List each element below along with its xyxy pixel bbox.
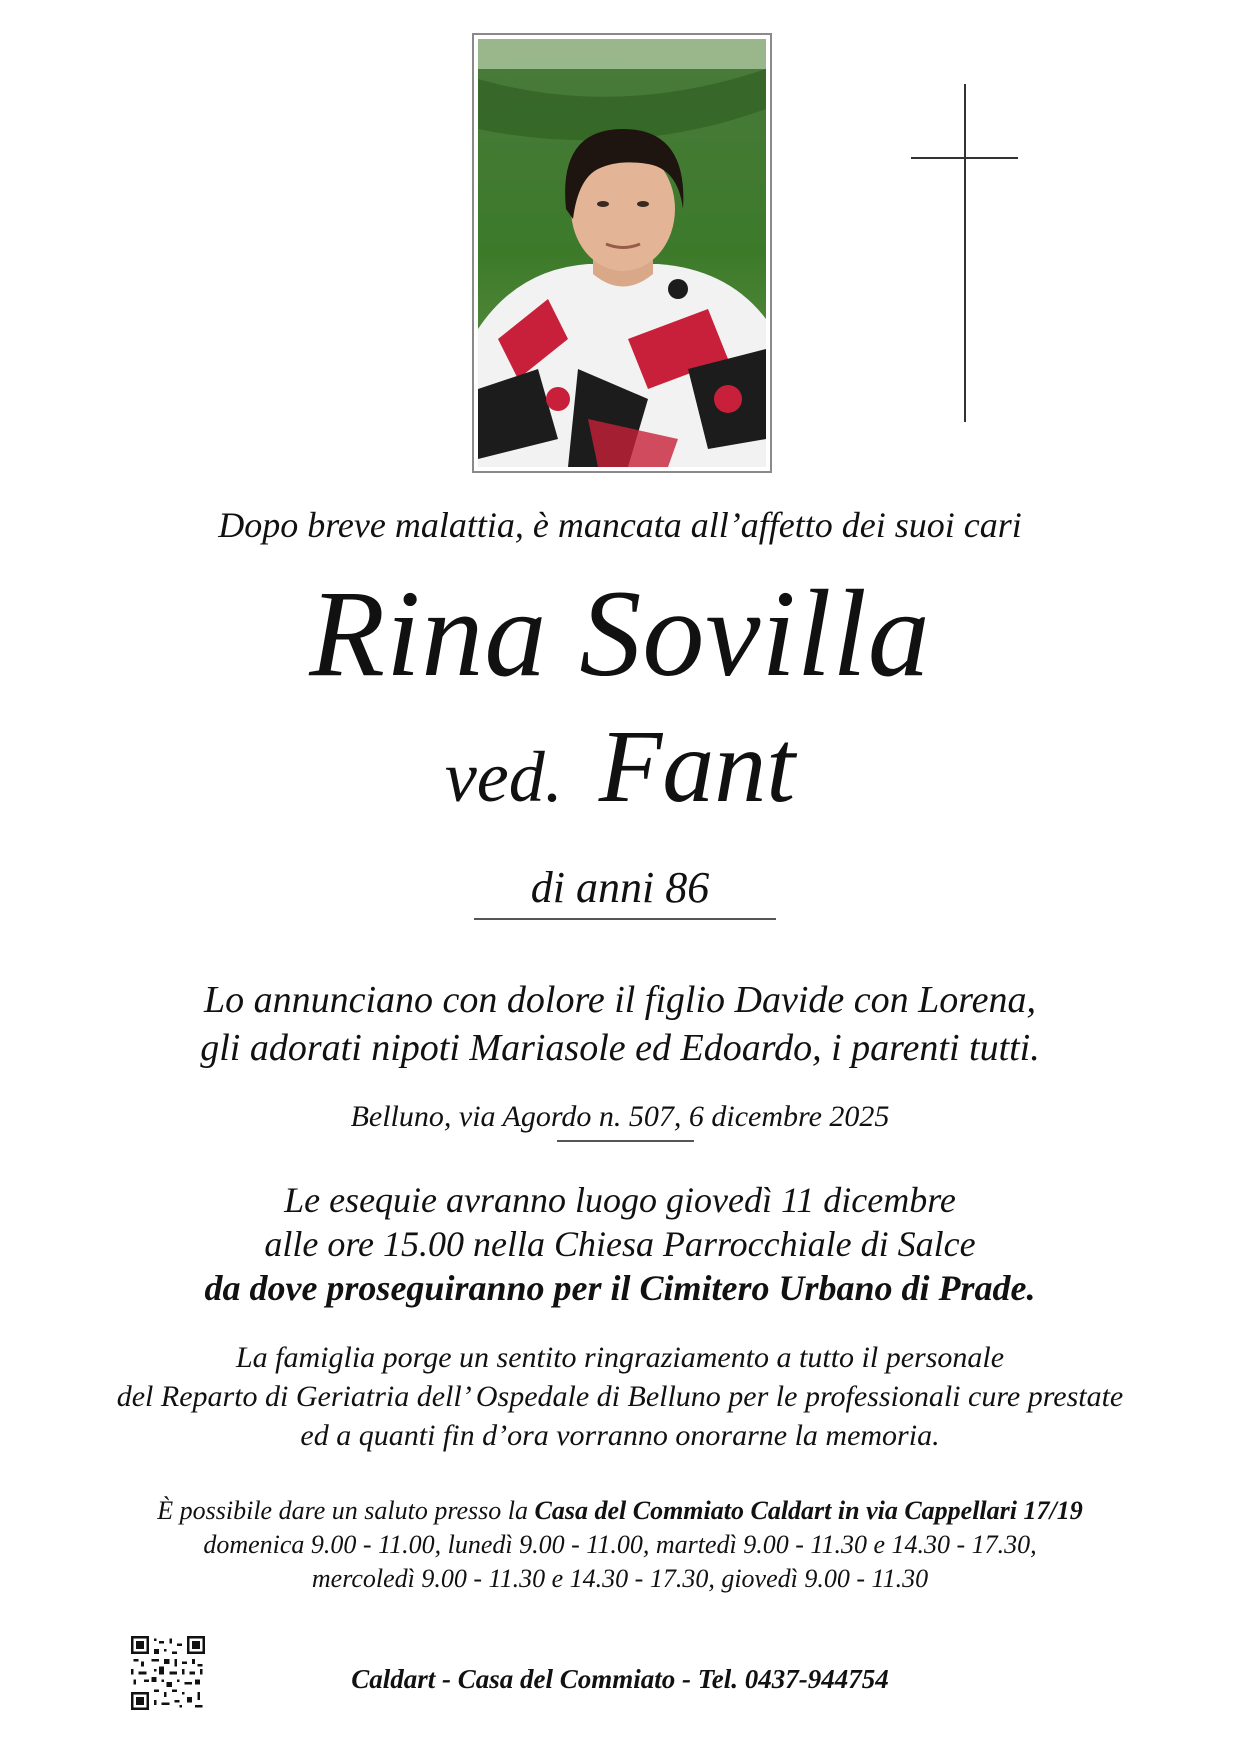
- funeral-line-bold: da dove proseguiranno per il Cimitero Urbano di Prade.: [204, 1268, 1036, 1308]
- funeral-line: alle ore 15.00 nella Chiesa Parrocchiale di Salce: [264, 1224, 976, 1264]
- married-name-line: [0, 709, 1240, 824]
- visit-hours: mercoledì 9.00 - 11.30 e 14.30 - 17.30, giovedì 9.00 - 11.30: [311, 1564, 929, 1593]
- funeral-details: [0, 1178, 1240, 1310]
- portrait-photo: [478, 39, 766, 467]
- cross-icon: [964, 84, 966, 422]
- visit-line: [0, 1494, 1240, 1528]
- portrait-photo-frame: [472, 33, 772, 473]
- thanks-line: ed a quanti fin d’ora vorranno onorarne la memoria.: [300, 1419, 940, 1452]
- announcement: [0, 976, 1240, 1072]
- cross-icon-bar: [911, 157, 1018, 159]
- place-divider: [557, 1140, 694, 1142]
- announcement-line: gli adorati nipoti Mariasole ed Edoardo, i parenti tutti.: [200, 1027, 1040, 1069]
- thanks-line: La famiglia porge un sentito ringraziamento a tutto il personale: [235, 1341, 1005, 1374]
- thanks-line: del Reparto di Geriatria dell’ Ospedale di Belluno per le professionali cure prestate: [116, 1380, 1124, 1413]
- intro-text: Dopo breve malattia, è mancata all’affetto dei suoi cari: [218, 505, 1022, 545]
- visit-place: Casa del Commiato Caldart in via Cappellari 17/19: [534, 1496, 1083, 1525]
- announcement-line: Lo annunciano con dolore il figlio Davide con Lorena,: [203, 979, 1037, 1021]
- thanks-text: [0, 1338, 1240, 1455]
- age-divider: [474, 918, 776, 920]
- visit-intro: È possibile dare un saluto presso la: [157, 1496, 535, 1525]
- age-text: di anni 86: [530, 863, 710, 912]
- ved-label: ved.: [444, 737, 563, 817]
- deceased-name: Rina Sovilla: [309, 565, 931, 702]
- visit-hours: domenica 9.00 - 11.00, lunedì 9.00 - 11.00, martedì 9.00 - 11.30 e 14.30 - 17.30,: [203, 1530, 1037, 1559]
- married-name: Fant: [598, 709, 796, 824]
- visit-info: [0, 1494, 1240, 1596]
- footer-contact: Caldart - Casa del Commiato - Tel. 0437-944754: [351, 1664, 889, 1694]
- place-date: Belluno, via Agordo n. 507, 6 dicembre 2025: [350, 1100, 890, 1133]
- funeral-line: Le esequie avranno luogo giovedì 11 dicembre: [284, 1180, 956, 1220]
